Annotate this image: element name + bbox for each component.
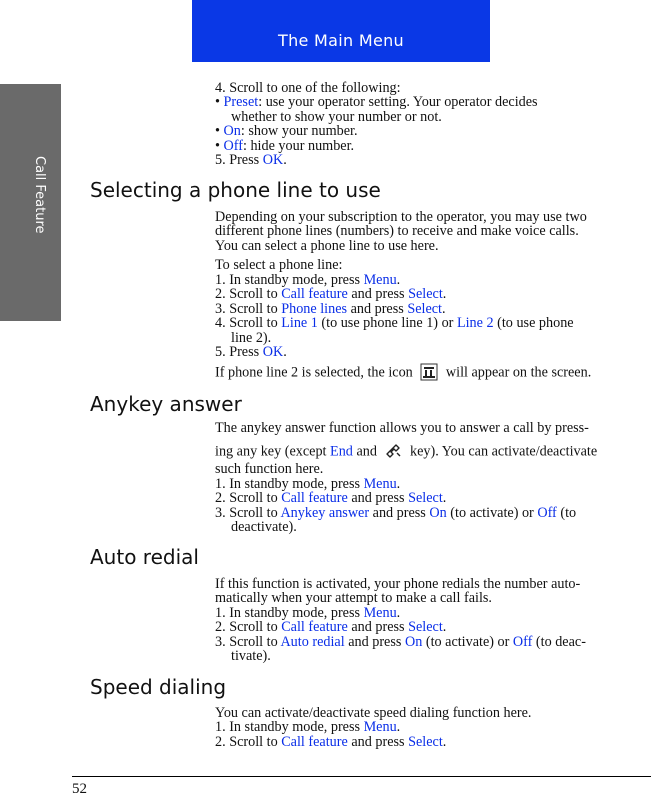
inline-text: and press xyxy=(347,734,409,750)
inline-text: (to deac- xyxy=(532,634,586,650)
inline-text: OK xyxy=(262,152,284,168)
inline-text: Call feature xyxy=(281,619,348,635)
inline-text: Line 2 xyxy=(456,315,494,331)
inline-text: 2. Scroll to xyxy=(215,490,282,506)
paragraph-line: matically when your attempt to make a call fails. xyxy=(215,590,492,606)
inline-text: Menu xyxy=(363,272,397,288)
option-preset: • Preset: use your operator setting. Your operator decides xyxy=(215,94,538,110)
inline-text: . xyxy=(442,301,446,317)
inline-text: 1. In standby mode, press xyxy=(215,476,364,492)
option-on: • On: show your number. xyxy=(215,123,358,139)
inline-text: 4. Scroll to one of the following: xyxy=(215,80,401,96)
inline-text: (to use phone xyxy=(493,315,574,331)
inline-text: On xyxy=(404,634,423,650)
inline-text: 2. Scroll to xyxy=(215,286,282,302)
inline-text: and press xyxy=(347,619,409,635)
inline-text: Preset xyxy=(223,94,259,110)
section-heading: Speed dialing xyxy=(90,675,227,699)
inline-text: will appear on the screen. xyxy=(445,364,592,381)
inline-text: Anykey answer xyxy=(280,505,370,521)
inline-text: Auto redial xyxy=(280,634,345,650)
inline-text: Line 1 xyxy=(281,315,318,331)
step-text-cont: tivate). xyxy=(231,648,271,664)
step-text xyxy=(215,316,574,331)
paragraph-line: If this function is activated, your phone redials the number auto- xyxy=(215,576,581,592)
paragraph-line xyxy=(215,443,597,461)
inline-text: (to activate) or xyxy=(446,505,538,521)
inline-text: End xyxy=(330,443,353,460)
inline-text: Select xyxy=(408,286,443,302)
footer-divider xyxy=(72,776,651,777)
inline-text: 5. Press xyxy=(215,152,263,168)
inline-text: and press xyxy=(347,286,409,302)
inline-text: 1. In standby mode, press xyxy=(215,605,364,621)
inline-text: OK xyxy=(262,344,284,360)
option-off: • Off: hide your number. xyxy=(215,138,355,154)
step-text-cont: line 2). xyxy=(231,330,272,346)
paragraph-line: To select a phone line: xyxy=(215,257,343,273)
inline-text: If phone line 2 is selected, the icon xyxy=(215,364,413,381)
inline-text: Select xyxy=(408,734,443,750)
step-text xyxy=(215,735,446,750)
inline-text: . xyxy=(442,734,447,750)
inline-text: 3. Scroll to xyxy=(215,634,281,650)
inline-text: key). You can activate/deactivate xyxy=(410,443,598,460)
phone-line-2-icon xyxy=(420,363,438,381)
inline-text: 2. Scroll to xyxy=(215,734,282,750)
inline-text: Menu xyxy=(363,605,397,621)
step-text xyxy=(215,720,400,735)
step-text xyxy=(215,345,287,360)
inline-text: and press xyxy=(347,301,408,317)
header-title: The Main Menu xyxy=(278,31,404,50)
inline-text: . xyxy=(442,490,447,506)
step-text xyxy=(215,153,287,168)
inline-text: Phone lines xyxy=(281,301,348,317)
inline-text: whether to show your number or not. xyxy=(231,109,442,125)
paragraph-line: The anykey answer function allows you to answer a call by press- xyxy=(215,420,589,436)
inline-text: Call feature xyxy=(281,734,348,750)
step-text-cont: deactivate). xyxy=(231,519,297,535)
section-heading: Auto redial xyxy=(90,545,199,569)
inline-text: 1. In standby mode, press xyxy=(215,272,364,288)
inline-text: Select xyxy=(408,619,443,635)
inline-text: ing any key (except xyxy=(215,443,331,460)
inline-text: and press xyxy=(344,634,405,650)
inline-text: 3. Scroll to xyxy=(215,505,281,521)
inline-text: Select xyxy=(407,301,442,317)
inline-text: : use your operator setting. Your operator decides xyxy=(258,94,538,110)
paragraph-line xyxy=(215,364,591,382)
inline-text: . xyxy=(396,272,401,288)
inline-text: 1. In standby mode, press xyxy=(215,719,364,735)
sidebar-tab xyxy=(0,84,61,321)
inline-text: . xyxy=(396,476,401,492)
inline-text: Call feature xyxy=(281,490,348,506)
paragraph-line: You can select a phone line to use here. xyxy=(215,238,439,254)
step-text xyxy=(215,287,446,302)
header-tab xyxy=(192,0,490,62)
inline-text: and press xyxy=(369,505,430,521)
inline-text: (to use phone line 1) or xyxy=(317,315,457,331)
step-text xyxy=(215,620,446,635)
inline-text: 2. Scroll to xyxy=(215,619,282,635)
inline-text: On xyxy=(223,123,241,139)
inline-text: and press xyxy=(347,490,409,506)
inline-text: (to activate) or xyxy=(422,634,513,650)
phone-handset-icon xyxy=(384,442,402,460)
inline-text: Select xyxy=(408,490,443,506)
paragraph-line: different phone lines (numbers) to receive and make voice calls. xyxy=(215,223,579,239)
inline-text: . xyxy=(396,719,401,735)
step-text xyxy=(215,491,446,506)
paragraph-line: such function here. xyxy=(215,461,324,477)
inline-text: : hide your number. xyxy=(242,138,355,154)
inline-text: . xyxy=(283,152,287,168)
inline-text: (to xyxy=(556,505,577,521)
inline-text: Off xyxy=(223,138,243,154)
inline-text: Off xyxy=(512,634,533,650)
inline-text: 4. Scroll to xyxy=(215,315,282,331)
paragraph-line: You can activate/deactivate speed dialing function here. xyxy=(215,705,532,721)
inline-text: and xyxy=(352,443,377,460)
inline-text: On xyxy=(429,505,447,521)
inline-text: 3. Scroll to xyxy=(215,301,282,317)
page-number: 52 xyxy=(72,781,87,797)
inline-text: 5. Press xyxy=(215,344,263,360)
inline-text: Call feature xyxy=(281,286,348,302)
inline-text: Menu xyxy=(363,719,397,735)
inline-text: Off xyxy=(537,505,557,521)
paragraph-line: Depending on your subscription to the operator, you may use two xyxy=(215,209,587,225)
inline-text: . xyxy=(396,605,401,621)
inline-text: . xyxy=(442,619,447,635)
inline-text: . xyxy=(283,344,287,360)
inline-text: : show your number. xyxy=(240,123,358,139)
section-heading: Anykey answer xyxy=(90,392,242,416)
inline-text: Menu xyxy=(363,476,397,492)
section-heading: Selecting a phone line to use xyxy=(90,178,381,202)
inline-text: . xyxy=(442,286,447,302)
sidebar-label-text: Call Feature xyxy=(32,156,47,234)
